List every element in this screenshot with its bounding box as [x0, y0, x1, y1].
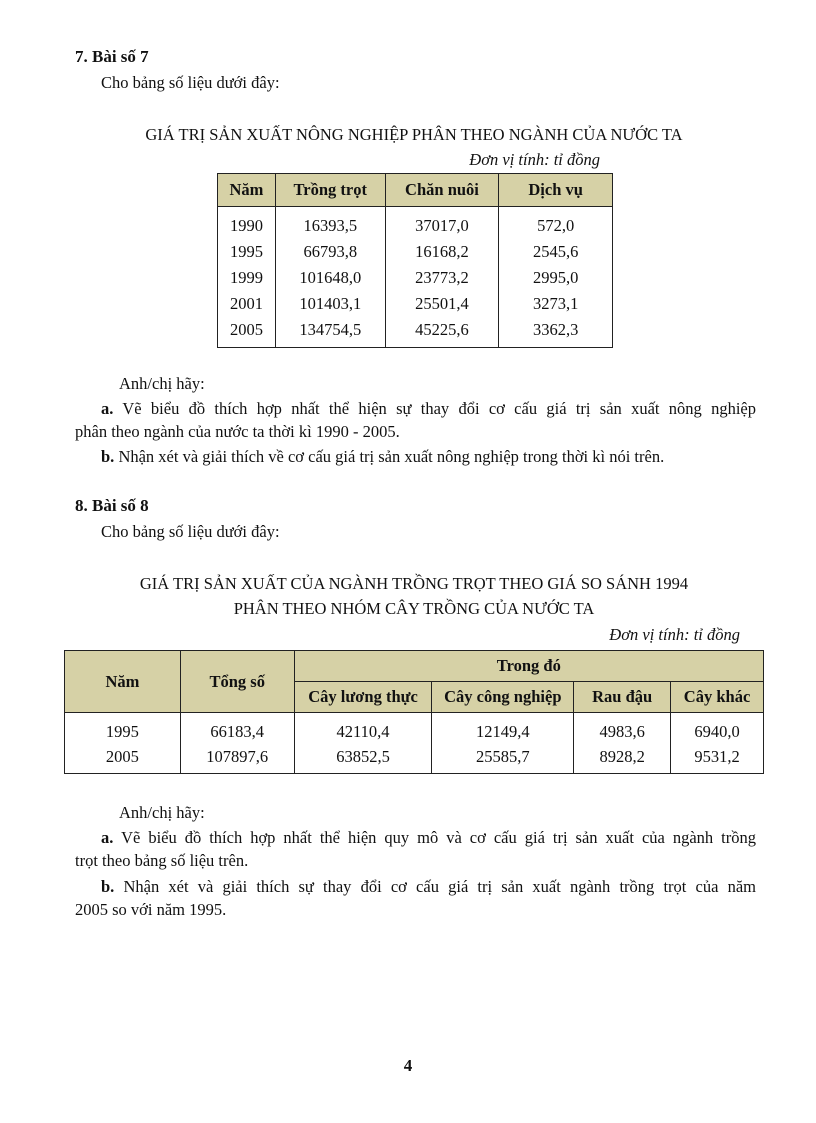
table-1-header-row	[218, 174, 613, 207]
table-row	[218, 291, 613, 317]
table-cell: 45225,6	[385, 317, 499, 348]
table-cell: 101648,0	[275, 265, 385, 291]
exercise-7-task-a-line-2: phân theo ngành của nước ta thời kì 1990 - 2005.	[75, 422, 400, 441]
table-2-unit: Đơn vị tính: tỉ đồng	[609, 625, 740, 644]
table-cell: 8928,2	[574, 744, 671, 774]
task-label: a.	[101, 399, 114, 418]
table-row	[218, 317, 613, 348]
table-2-subheader-cell: Cây khác	[671, 682, 764, 713]
exercise-7-task-a-line-1	[101, 399, 756, 419]
task-text: Nhận xét và giải thích về cơ cấu giá trị sản xuất nông nghiệp trong thời kì nói trên.	[118, 447, 665, 466]
table-cell: 16168,2	[385, 239, 499, 265]
table-2-header-total: Tổng số	[180, 651, 294, 713]
task-label: b.	[101, 447, 115, 466]
exercise-8-ask: Anh/chị hãy:	[119, 803, 205, 822]
table-cell: 16393,5	[275, 207, 385, 240]
table-cell: 1990	[218, 207, 276, 240]
table-cell: 37017,0	[385, 207, 499, 240]
table-cell: 12149,4	[432, 713, 574, 745]
table-cell: 2005	[65, 744, 181, 774]
table-1	[217, 173, 613, 348]
task-label: b.	[101, 877, 115, 896]
table-cell: 42110,4	[294, 713, 432, 745]
table-row	[65, 713, 764, 745]
table-1-header-cell: Trồng trọt	[275, 174, 385, 207]
table-cell: 66183,4	[180, 713, 294, 745]
table-cell: 63852,5	[294, 744, 432, 774]
table-1-header-cell: Chăn nuôi	[385, 174, 499, 207]
table-cell: 9531,2	[671, 744, 764, 774]
table-cell: 3362,3	[499, 317, 613, 348]
exercise-8-task-a-line-2: trọt theo bảng số liệu trên.	[75, 851, 249, 870]
table-1-header-cell: Năm	[218, 174, 276, 207]
task-text: Vẽ biểu đồ thích hợp nhất thể hiện sự thay đổi cơ cấu giá trị sản xuất nông nghiệp	[122, 399, 756, 418]
table-row	[218, 207, 613, 240]
table-cell: 25585,7	[432, 744, 574, 774]
table-cell: 6940,0	[671, 713, 764, 745]
table-cell: 1999	[218, 265, 276, 291]
table-2-subheader-cell: Cây công nghiệp	[432, 682, 574, 713]
exercise-8-intro: Cho bảng số liệu dưới đây:	[101, 522, 280, 541]
task-text: Nhận xét và giải thích sự thay đổi cơ cấu giá trị sản xuất ngành trồng trọt của năm	[123, 877, 756, 896]
task-label: a.	[101, 828, 114, 847]
table-1-unit: Đơn vị tính: tỉ đồng	[469, 150, 600, 169]
table-cell: 1995	[65, 713, 181, 745]
exercise-8-task-b-line-1	[101, 877, 756, 897]
table-cell: 66793,8	[275, 239, 385, 265]
task-text: Vẽ biểu đồ thích hợp nhất thể hiện quy mô và cơ cấu giá trị sản xuất của ngành trồng	[121, 828, 756, 847]
exercise-7-task-b	[101, 447, 664, 467]
table-cell: 2545,6	[499, 239, 613, 265]
table-1-header-cell: Dịch vụ	[499, 174, 613, 207]
table-cell: 107897,6	[180, 744, 294, 774]
exercise-7-ask: Anh/chị hãy:	[119, 374, 205, 393]
table-2-title-line-1: GIÁ TRỊ SẢN XUẤT CỦA NGÀNH TRỒNG TRỌT THEO GIÁ SO SÁNH 1994	[139, 574, 689, 593]
table-2	[64, 650, 764, 774]
table-row	[218, 265, 613, 291]
table-2-subheader-cell: Rau đậu	[574, 682, 671, 713]
table-cell: 1995	[218, 239, 276, 265]
table-cell: 4983,6	[574, 713, 671, 745]
exercise-7-intro: Cho bảng số liệu dưới đây:	[101, 73, 280, 92]
table-2-header-group: Trong đó	[294, 651, 763, 682]
table-1-title: GIÁ TRỊ SẢN XUẤT NÔNG NGHIỆP PHÂN THEO NGÀNH CỦA NƯỚC TA	[145, 125, 683, 144]
table-cell: 572,0	[499, 207, 613, 240]
table-cell: 101403,1	[275, 291, 385, 317]
table-cell: 23773,2	[385, 265, 499, 291]
exercise-8-task-a-line-1	[101, 828, 756, 848]
table-cell: 25501,4	[385, 291, 499, 317]
table-row	[218, 239, 613, 265]
table-2-subheader-cell: Cây lương thực	[294, 682, 432, 713]
table-cell: 2995,0	[499, 265, 613, 291]
exercise-8-task-b-line-2: 2005 so với năm 1995.	[75, 900, 227, 919]
table-cell: 3273,1	[499, 291, 613, 317]
table-2-header-row	[65, 651, 764, 682]
exercise-7-heading: 7. Bài số 7	[75, 47, 149, 66]
table-cell: 2001	[218, 291, 276, 317]
page-number: 4	[403, 1056, 413, 1075]
table-2-title-line-2: PHÂN THEO NHÓM CÂY TRỒNG CỦA NƯỚC TA	[233, 599, 595, 618]
table-row	[65, 744, 764, 774]
table-2-header-year: Năm	[65, 651, 181, 713]
exercise-8-heading: 8. Bài số 8	[75, 496, 149, 515]
table-cell: 134754,5	[275, 317, 385, 348]
table-cell: 2005	[218, 317, 276, 348]
